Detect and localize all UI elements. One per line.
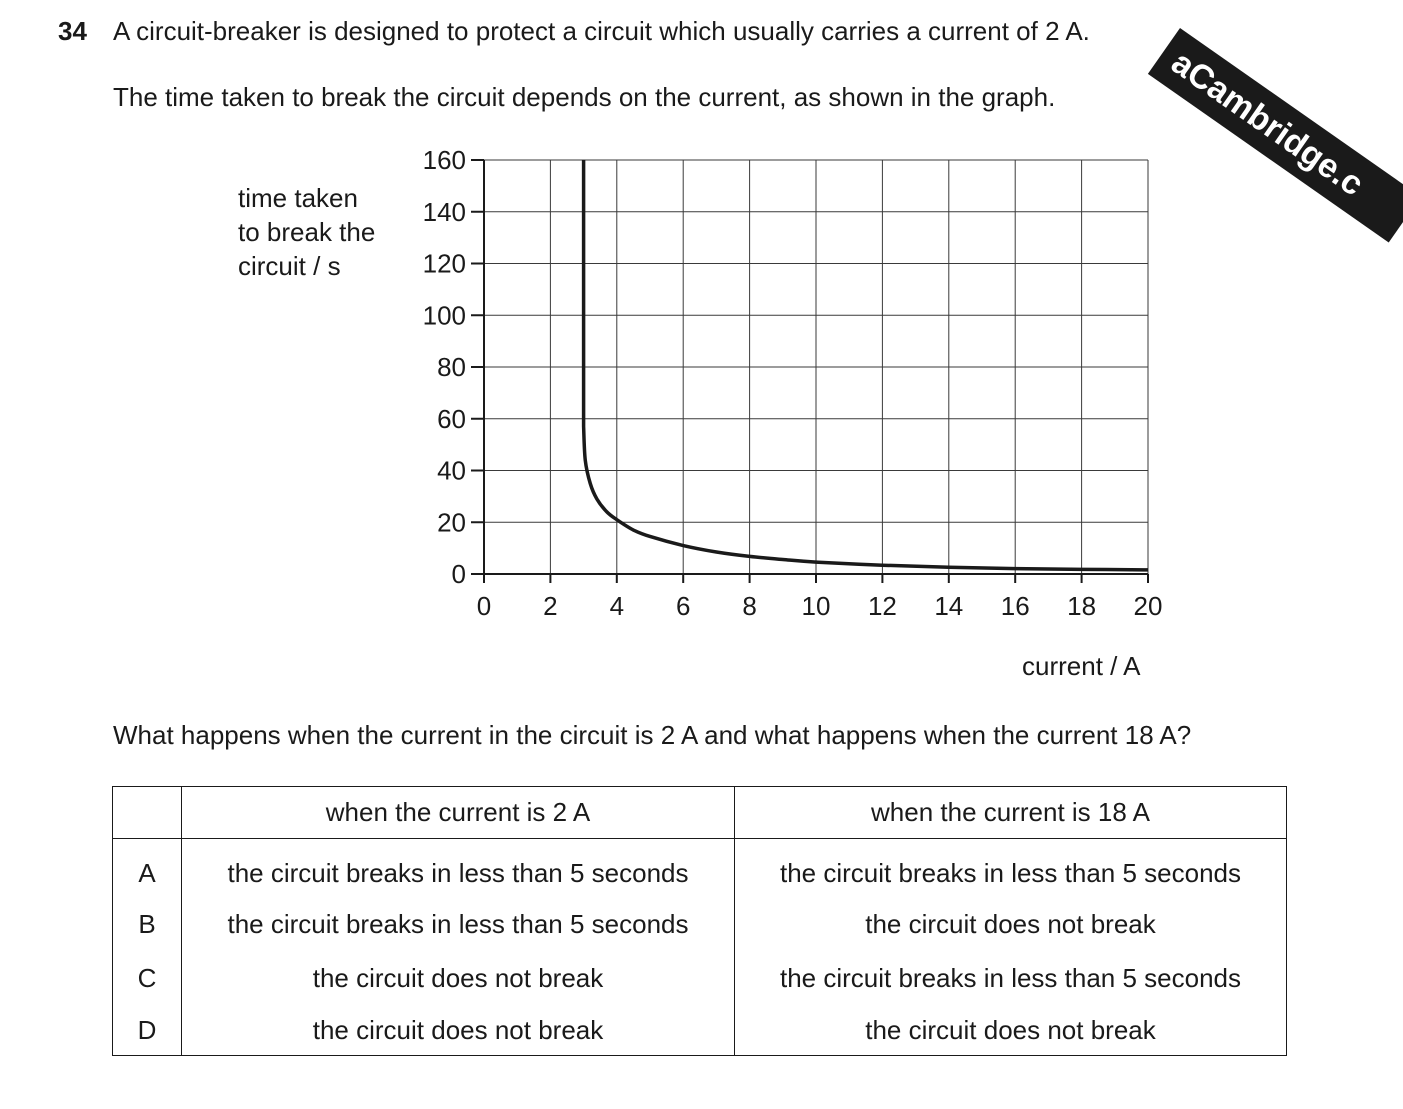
table-header-row [113, 787, 1287, 839]
y-tick-label: 120 [422, 248, 466, 279]
option-cell-2A: the circuit breaks in less than 5 seconds [182, 839, 735, 898]
option-row-a[interactable] [113, 839, 1287, 898]
question-stem-line1: A circuit-breaker is designed to protect a circuit which usually carries a current of 2 A. [113, 16, 1090, 46]
option-cell-18A: the circuit breaks in less than 5 seconds [735, 839, 1287, 898]
option-cell-18A: the circuit breaks in less than 5 seconds [735, 951, 1287, 1005]
x-tick-label: 14 [934, 591, 964, 621]
y-axis-label-line: time taken [238, 183, 358, 213]
x-tick-label: 10 [801, 591, 831, 621]
y-axis-label-line: to break the [238, 217, 376, 247]
question-number: 34 [58, 16, 87, 46]
x-tick-label: 6 [675, 591, 691, 621]
table-header-blank [113, 787, 182, 839]
y-tick-label: 20 [437, 507, 466, 538]
y-tick-label: 100 [422, 300, 466, 331]
y-tick-label: 140 [422, 196, 466, 227]
answer-options-table [112, 786, 1287, 1056]
y-tick-group [423, 145, 484, 589]
table-header-18A: when the current is 18 A [735, 787, 1287, 839]
x-tick-label: 18 [1067, 591, 1097, 621]
option-row-b[interactable] [113, 897, 1287, 951]
option-row-c[interactable] [113, 951, 1287, 1005]
x-tick-group [477, 574, 1163, 621]
watermark-banner: aCambridge.c [1148, 28, 1403, 243]
x-tick-label: 2 [543, 591, 558, 621]
option-row-d[interactable] [113, 1005, 1287, 1056]
y-tick-label: 80 [437, 352, 466, 382]
y-axis-label-line: circuit / s [238, 251, 341, 281]
x-tick-label: 12 [867, 591, 897, 621]
question-prompt: What happens when the current in the circuit is 2 A and what happens when the current 18 A? [113, 720, 1192, 750]
y-tick-label: 40 [437, 455, 466, 486]
x-tick-label: 8 [742, 591, 757, 621]
x-tick-label: 16 [1000, 591, 1030, 621]
option-letter[interactable]: A [113, 839, 182, 898]
option-cell-2A: the circuit does not break [182, 951, 735, 1005]
option-letter[interactable]: B [113, 897, 182, 951]
option-letter[interactable]: D [113, 1005, 182, 1056]
y-tick-label: 60 [437, 403, 466, 434]
x-tick-label: 0 [476, 591, 492, 621]
chart-x-axis-label: current / A [1022, 651, 1141, 681]
y-tick-label: 160 [422, 145, 466, 175]
option-cell-2A: the circuit breaks in less than 5 seconds [182, 897, 735, 951]
option-letter[interactable]: C [113, 951, 182, 1005]
y-tick-label: 0 [451, 559, 466, 589]
chart-series-line [584, 160, 1148, 570]
x-tick-label: 4 [609, 591, 625, 621]
table-header-2A: when the current is 2 A [182, 787, 735, 839]
question-stem-line2: The time taken to break the circuit depends on the current, as shown in the graph. [113, 82, 1056, 112]
x-tick-label: 20 [1133, 591, 1163, 621]
option-cell-18A: the circuit does not break [735, 1005, 1287, 1056]
option-cell-2A: the circuit does not break [182, 1005, 735, 1056]
option-cell-18A: the circuit does not break [735, 897, 1287, 951]
